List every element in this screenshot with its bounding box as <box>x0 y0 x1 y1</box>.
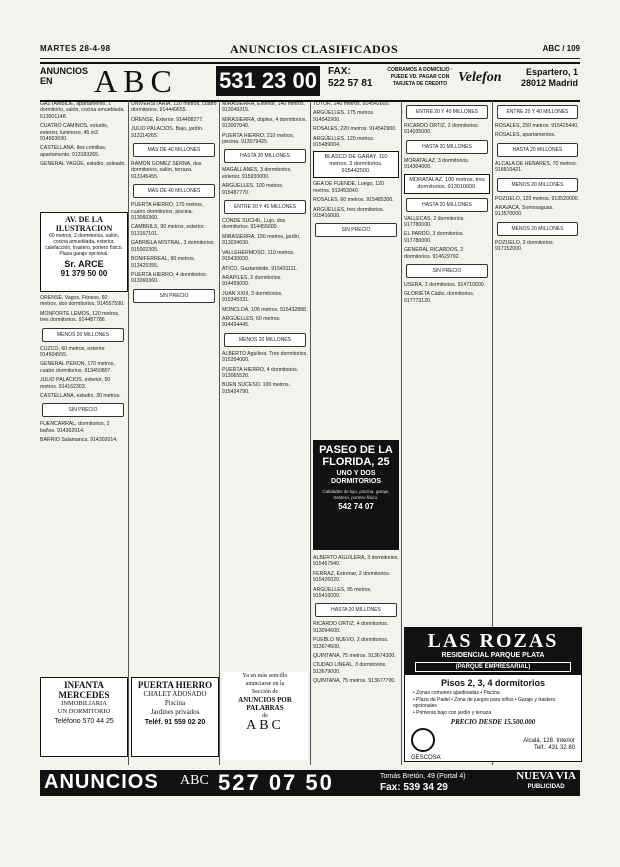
palabras-line1: Ya en más sencillo <box>242 673 288 679</box>
classified-ad: GENERAL PERON, 170 metros, cuatro dormitorios. 913450807. <box>40 361 115 374</box>
classified-ad: ALCALA DE HENARES, 70 metros. 918810421. <box>495 160 578 174</box>
abc-banner <box>40 62 580 102</box>
ilustracion-contact: Sr. ARCE <box>64 259 104 269</box>
classified-ad: JULIO PALACIOS. Bajo, jardín. 913114265. <box>131 126 204 139</box>
classified-ad: ARAVACA, Somosaguas. 913570000. <box>495 205 554 218</box>
page-folio: ABC / 109 <box>542 44 580 53</box>
classified-ad: POZUELO, 120 metros. 913520000. <box>495 195 579 202</box>
moratalaz-ad: MORATALAZ. 100 metros, tres dormitorios. 913010600. <box>404 174 490 194</box>
gescosa-logo-icon <box>411 728 435 752</box>
classified-ad: ARAPILES, 2 dormitorios. 914459000. <box>222 274 282 288</box>
classified-ad: FERRAZ, Estrenar, 2 dormitorios. 915426020. <box>313 570 391 584</box>
footer-banner <box>40 770 580 796</box>
classified-ad: USERA, 2 dormitorios. 914710000. <box>404 282 486 289</box>
column-3 <box>222 101 308 669</box>
price-range-label: SIN PRECIO <box>315 223 397 237</box>
florida-phone: 542 74 07 <box>338 502 374 511</box>
classified-ad: GABRIELA MISTRAL, 3 dormitorios. 915002305. <box>131 240 215 253</box>
las-rozas-title: LAS ROZAS <box>427 630 559 652</box>
column-1-mid <box>40 295 126 673</box>
classified-ad: CASTELLANA, estudio, 30 metros. <box>40 393 121 400</box>
florida-title: PASEO DE LA FLORIDA, 25 <box>319 444 393 468</box>
fax-number: 522 57 81 <box>328 78 373 89</box>
price-range-label: MÁS DE 40 MILLONES <box>133 184 215 198</box>
classified-ad: RICARDO ORTIZ, 4 dormitorios. 913094600. <box>313 621 389 634</box>
classified-ad: ROSALES, 60 metros. 915485300. <box>313 197 394 204</box>
las-rozas-ad <box>404 627 582 762</box>
florida-desc: Calidades de lujo, piscina, garaje, trastero, portero físico. <box>322 489 390 500</box>
nueva-via-word: NUEVA VIA <box>516 770 576 782</box>
las-rozas-footer <box>405 726 581 764</box>
classified-ad: ROSALES, 250 metros. 915425440. <box>495 123 579 129</box>
ilustracion-ad-box <box>40 212 128 292</box>
phierro-line2: Piscina <box>164 699 186 707</box>
classified-ad: ALBERTO Aguilera. Tres dormitorios. 915354000. <box>222 350 308 364</box>
price-range-label: MENOS 20 MILLONES <box>497 178 578 192</box>
las-rozas-sub1: RESIDENCIAL PARQUE PLATA <box>441 652 545 659</box>
nueva-via-logo <box>516 771 576 793</box>
gestora-block <box>411 728 441 762</box>
infanta-line2: UN DORMITORIO <box>57 707 111 715</box>
classified-ad: VALLECAS, 2 dormitorios. 917780000. <box>404 215 465 229</box>
footer-abc: ABC <box>180 773 209 788</box>
classified-ad: ALBERTO AGUILERA, 3 dormitorios. 915467940. <box>313 555 399 568</box>
price-range-label: MENOS 20 MILLONES <box>42 328 124 342</box>
classified-ad: FUENCARRAL, dormitorios, 2 baños. 914302014. <box>40 421 110 434</box>
page-date: MARTES 28-4-98 <box>40 44 111 53</box>
footer-address: Tomás Bretón, 49 (Portal 4) <box>380 773 466 780</box>
classified-ad: JULIO PALACIOS, exterior, 50 metros. 914162303. <box>40 377 111 390</box>
column-rule <box>128 101 129 765</box>
classified-ad: CUATRO CAMINOS, estudio, exterior, luminoso, 45 m2. 914503690. <box>40 123 109 143</box>
price-range-label: HASTA 20 MILLONES <box>315 603 397 617</box>
blasco-garay-ad: BLASCO DE GARAY. 110 metros, 3 dormitorios. 915442500. <box>313 151 399 178</box>
palabras-line2: anunciarse en la <box>245 681 285 687</box>
gestora-name: GESCOSA <box>411 755 441 761</box>
classified-ad: GLORIETA Cádiz, dormitorios. 917773120. <box>404 291 475 304</box>
classified-ad: UNIVERSITARIA, 120 metros, cuatro dormitorios. 914449655. <box>131 101 217 114</box>
page-header <box>40 44 580 59</box>
column-2 <box>131 101 217 765</box>
ilustracion-body: 60 metros, 2 dormitorios, salón, cocina amueblada, exterior, calefacción, trastero, portero físico. Plaza garaje opcional. <box>45 233 123 257</box>
florida-sub: UNO Y DOS DORMITORIOS <box>330 470 382 485</box>
banner-address <box>521 67 578 89</box>
column-6 <box>495 101 580 623</box>
classified-ad: PUERTA HIERRO, 4 dormitorios. 913060360. <box>131 271 208 285</box>
ilustracion-title: AV. DE LA ILUSTRACION <box>55 215 113 233</box>
column-1-top <box>40 101 126 209</box>
infanta-line1: INMOBILIARIA <box>61 700 107 707</box>
banner-phone: 531 23 00 <box>216 66 320 96</box>
price-range-label: ENTRE 20 Y 40 MILLONES <box>224 200 306 214</box>
classified-ad: MONCLOA, 105 metros. 915432888. <box>222 306 308 313</box>
classified-ad: ROSALES, apartamentos. <box>495 132 556 139</box>
las-rozas-header <box>405 628 581 675</box>
classified-ad: BARRIO Salamanca. 914302014. <box>40 437 118 444</box>
address-line-2: 28012 Madrid <box>520 78 578 88</box>
banner-abc-logo: ABC <box>94 63 178 99</box>
classified-ad: ROSALES, 220 metros. 914542900. <box>313 126 397 133</box>
palabras-line5: de <box>262 713 268 719</box>
classified-ad: PUERTA HIERRO, 210 metros, piscina. 913079425. <box>222 132 295 146</box>
footer-anuncios: ANUNCIOS <box>44 771 159 793</box>
classified-ad: ARGÜELLES, 95 metros. 915416000. <box>313 586 372 600</box>
price-range-label: HASTA 20 MILLONES <box>406 140 488 154</box>
palabras-promo <box>222 672 308 760</box>
las-rozas-contact <box>523 738 575 752</box>
classified-ad: CONDE SUCHIL, Lujo, dos dormitorios. 914455000. <box>222 218 286 231</box>
classified-ad: PUEBLO NUEVO, 2 dormitorios. 913674500. <box>313 637 389 650</box>
las-rozas-address: Alcalá, 128. Interior <box>523 738 575 744</box>
price-range-label: HASTA 20 MILLONES <box>497 143 578 157</box>
las-rozas-features <box>405 688 581 718</box>
classified-ad: BONIFERREAL, 90 metros. 913425355. <box>131 256 195 269</box>
price-range-label: HASTA 20 MILLONES <box>224 149 306 163</box>
palabras-line4: ANUNCIOS POR PALABRAS <box>238 696 292 712</box>
las-rozas-price: PRECIO DESDE 15.500.000 <box>450 718 536 726</box>
classified-ad: TUTOR, 240 metros. 914542600. <box>313 101 390 107</box>
classified-ad: MORATALAZ, 3 dormitorios. 914304000. <box>404 157 470 171</box>
banner-cobramos: COBRAMOS A DOMICILIO · PUEDE VD. PAGAR CON TARJETA DE CREDITO <box>387 67 453 87</box>
price-range-label: SIN PRECIO <box>133 289 215 303</box>
classified-ad: ORENSE, Vagos, Fitness, 60 metros, dos dormitorios, 914557590. <box>40 295 125 308</box>
price-range-label: ENTRE 20 Y 40 MILLONES <box>497 105 578 119</box>
las-rozas-phone: Telf.: 431 32 80 <box>533 745 575 751</box>
price-range-label: MÁS DE 40 MILLONES <box>133 143 215 157</box>
puerta-hierro-ad <box>131 677 219 757</box>
price-range-label: SIN PRECIO <box>406 264 488 278</box>
las-rozas-pisos: Pisos 2, 3, 4 dormitorios <box>440 678 546 688</box>
palabras-abc: ABC <box>246 718 284 733</box>
classified-ad: EL PARDO, 3 dormitorios. 917780000. <box>404 231 464 244</box>
classified-ad: ARGÜELLES, 100 metros. 915487770. <box>222 183 284 196</box>
classified-ad: MAGALLANES, 3 dormitorios, exterior. 915930000. <box>222 167 292 180</box>
phierro-title: PUERTA HIERRO <box>137 680 213 690</box>
classified-ad: POZUELO, 3 dormitorios. 917152000. <box>495 239 555 253</box>
classified-ad: RICARDO ORTIZ, 2 dormitorios. 914035000. <box>404 123 480 136</box>
price-range-label: HASTA 20 MILLONES <box>406 198 488 212</box>
infanta-mercedes-ad <box>40 677 128 757</box>
banner-fax <box>328 66 373 90</box>
column-5 <box>404 101 490 623</box>
price-range-label: MENOS 20 MILLONES <box>224 333 306 347</box>
column-4-bottom <box>313 555 399 765</box>
classified-ad: QUINTANA, 75 metros. 913677700. <box>313 678 396 685</box>
feature-line: • Primeras bajo con jardín y terraza <box>413 709 492 716</box>
classified-ad: MIRASIERRA, 150 metros, jardín. 913034630. <box>222 233 301 247</box>
classified-ad: MONFORTE LEMOS, 120 metros, tres dormitorios. 914487786. <box>40 310 120 324</box>
paseo-florida-ad <box>313 440 399 550</box>
phierro-phone: Teléf. 91 559 02 20 <box>144 719 206 726</box>
column-4-top <box>313 101 399 438</box>
classified-ad: GENERAL YAGÜE, estudio, soleado. <box>40 161 126 168</box>
price-range-label: SIN PRECIO <box>42 403 124 417</box>
classified-ad: ARGÜELLES, tres dormitorios. 915416000. <box>313 206 385 220</box>
classified-ad: GAZTAMBIDE, apartamento, 1 dormitorio, salón, cocina amueblada. 613001148. <box>40 101 125 120</box>
classified-ad: QUINTANA, 75 metros. 913674300. <box>313 653 396 660</box>
footer-fax: Fax: 539 34 29 <box>380 782 448 793</box>
infanta-title: INFANTA MERCEDES <box>58 680 110 700</box>
ilustracion-phone: 91 379 50 00 <box>60 269 108 278</box>
classified-ad: MIRASIERRA, Exterior, 140 metros. 913049315. <box>222 101 306 114</box>
velefon-logo: Velefon <box>458 70 502 85</box>
banner-anuncios <box>40 66 88 86</box>
classified-ad: GENERAL RICARDOS, 2 dormitorios. 914629792. <box>404 247 464 260</box>
classified-ad: ORENSE, Exterior. 914498277. <box>131 116 204 123</box>
classified-ad: CUZCO, 60 metros, exterior. 914504555. <box>40 345 106 359</box>
palabras-line3: Sección de <box>251 689 279 695</box>
classified-ad: ARGÜELLES, 60 metros. 914434445. <box>222 315 281 329</box>
publicidad-word: PUBLICIDAD <box>527 784 565 790</box>
classified-ad: PUERTA HIERRO, 170 metros, cuatro dormitorios, piscina. 913060360. <box>131 202 204 222</box>
feature-line: • Zonas comunes ajardinadas • Piscina <box>413 690 500 696</box>
classified-ad: MIRASIERRA, dúplex, 4 dormitorios. 913007040. <box>222 116 307 130</box>
classified-ad: PUERTA HIERRO, 4 dormitorios. 913065520. <box>222 366 299 379</box>
banner-en-word: EN <box>40 76 53 86</box>
column-rule <box>310 101 311 765</box>
price-range-label: ENTRE 20 Y 40 MILLONES <box>406 105 488 119</box>
infanta-phone: Teléfono 570 44 25 <box>54 718 114 725</box>
banner-anuncios-word: ANUNCIOS <box>40 66 89 76</box>
address-line-1: Espartero, 1 <box>525 67 578 77</box>
phierro-line3: Jardines privados <box>150 708 200 716</box>
phierro-line1: CHALET ADOSADO <box>143 690 207 698</box>
fax-label: FAX: <box>328 66 351 77</box>
classified-ad: BUEN SUCESO, 100 metros. 915424790. <box>222 382 291 395</box>
footer-phone: 527 07 50 <box>218 770 334 795</box>
column-rule <box>401 101 402 765</box>
classified-ad: RAMON GOMEZ SERNA, dos dormitorios, salón, terraza. 913145455. <box>131 161 202 180</box>
classified-ad: ATICO, Gaztambide. 915431111. <box>222 265 298 272</box>
classified-ad: ARGÜELLES, 120 metros. 915489004. <box>313 135 375 149</box>
classified-ad: CAMBRILS, 90 metros, exterior. 913167101. <box>131 224 205 237</box>
section-title: ANUNCIOS CLASIFICADOS <box>230 42 399 56</box>
classified-ad: CASTELLANA, Iles comillas, apartamento. 913183265. <box>40 145 107 158</box>
column-rule <box>219 101 220 765</box>
classified-ad: JUAN XXIII, 3 dormitorios. 915345331. <box>222 290 283 304</box>
classified-ad: ARGÜELLES, 175 metros. 914542900. <box>313 110 375 123</box>
feature-line: • Plaza de Padel • Zona de juegos para niños • Garaje y trastero opcionales <box>413 696 556 709</box>
price-range-label: MENOS 20 MILLONES <box>497 222 578 236</box>
classified-ad: GEA DE FUENDE, Luego, 120 metros. 913453040. <box>313 181 384 194</box>
classified-ad: VALLEHERMOSO, 110 metros. 915430000. <box>222 249 295 263</box>
classified-ad: CIUDAD LINEAL, 3 dormitorios. 913679000. <box>313 662 387 675</box>
las-rozas-sub2: (PARQUE EMPRESARIAL) <box>415 662 571 672</box>
